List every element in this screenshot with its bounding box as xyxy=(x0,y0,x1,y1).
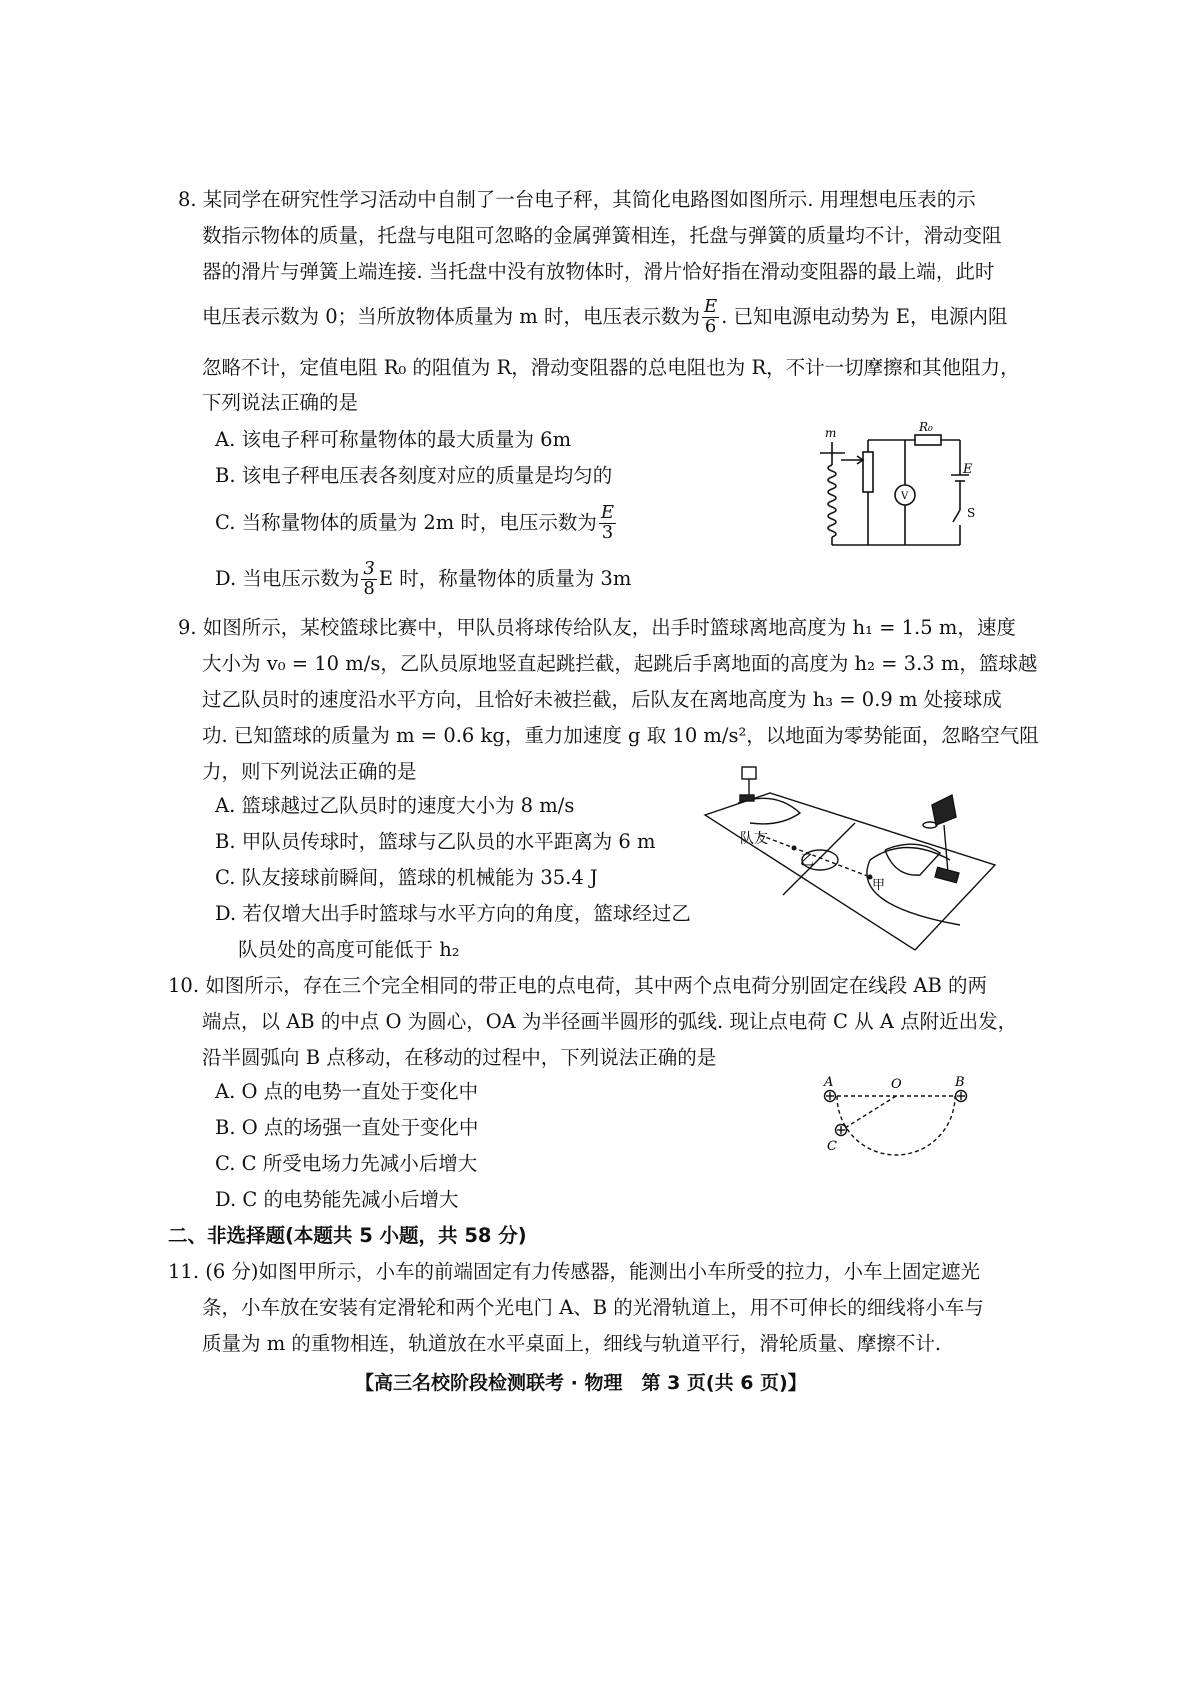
q8-option-d-text-b: E 时，称量物体的质量为 3m xyxy=(378,566,632,590)
q8-option-c xyxy=(215,504,618,543)
q9-line-3: 过乙队员时的速度沿水平方向，且恰好未被拦截，后队友在离地高度为 h₃ = 0.9 m 处接球成 xyxy=(202,688,1002,711)
page-footer: 【高三名校阶段检测联考 · 物理 第 3 页(共 6 页)】 xyxy=(355,1372,807,1394)
fraction-denominator: 8 xyxy=(363,577,375,599)
q9-option-a: A. 篮球越过乙队员时的速度大小为 8 m/s xyxy=(215,794,575,817)
q8-line-4 xyxy=(202,298,1007,337)
q10-line-3: 沿半圆弧向 B 点移动，在移动的过程中，下列说法正确的是 xyxy=(202,1046,717,1069)
q8-line-4-fraction xyxy=(702,298,719,337)
fraction-denominator: 3 xyxy=(601,521,614,543)
q9-fig-label-yi: 乙 xyxy=(800,853,814,869)
q8-line-1: 8. 某同学在研究性学习活动中自制了一台电子秤，其简化电路图如图所示. 用理想电压表的示 xyxy=(178,188,976,211)
q11-line-2: 条，小车放在安装有定滑轮和两个光电门 A、B 的光滑轨道上，用不可伸长的细线将小车与 xyxy=(202,1296,984,1319)
q8-line-4-text-a: 电压表示数为 0；当所放物体质量为 m 时，电压表示数为 xyxy=(202,304,700,328)
q8-line-4-text-b: . 已知电源电动势为 E，电源内阻 xyxy=(721,304,1008,328)
q9-fig-label-teammate: 队友 xyxy=(740,831,768,847)
q8-option-b: B. 该电子秤电压表各刻度对应的质量是均匀的 xyxy=(215,464,613,487)
q9-option-b: B. 甲队员传球时，篮球与乙队员的水平距离为 6 m xyxy=(215,830,656,853)
q8-fig-label-r0: R₀ xyxy=(919,420,933,434)
q8-line-6: 下列说法正确的是 xyxy=(202,391,359,414)
q8-option-a: A. 该电子秤可称量物体的最大质量为 6m xyxy=(215,428,572,451)
fraction-numerator: E xyxy=(704,296,718,317)
q8-option-c-fraction xyxy=(599,504,616,543)
q8-option-c-text: C. 当称量物体的质量为 2m 时，电压示数为 xyxy=(215,510,597,534)
q11-line-3: 质量为 m 的重物相连，轨道放在水平桌面上，细线与轨道平行，滑轮质量、摩擦不计. xyxy=(202,1332,942,1355)
q9-option-c: C. 队友接球前瞬间，篮球的机械能为 35.4 J xyxy=(215,866,598,889)
q10-option-d: D. C 的电势能先减小后增大 xyxy=(215,1188,459,1211)
q8-fig-label-m: m xyxy=(825,426,837,440)
q9-line-5: 力，则下列说法正确的是 xyxy=(202,760,417,783)
q8-option-d-fraction xyxy=(361,560,376,599)
section-2-heading: 二、非选择题(本题共 5 小题，共 58 分) xyxy=(168,1224,527,1247)
q10-fig-label-c: C xyxy=(827,1139,837,1154)
q11-line-1: 11. (6 分)如图甲所示，小车的前端固定有力传感器，能测出小车所受的拉力，小车上固定遮光 xyxy=(168,1260,981,1283)
q8-fig-label-s: S xyxy=(967,506,976,520)
q9-option-d-line-2: 队员处的高度可能低于 h₂ xyxy=(238,938,460,961)
q9-line-1: 9. 如图所示，某校篮球比赛中，甲队员将球传给队友，出手时篮球离地高度为 h₁ = 1.5 m，速度 xyxy=(178,616,1016,639)
q9-basketball-court-diagram xyxy=(700,765,1000,955)
q9-option-d-line-1: D. 若仅增大出手时篮球与水平方向的角度，篮球经过乙 xyxy=(215,902,691,925)
q10-fig-label-a: A xyxy=(824,1075,834,1090)
q10-fig-label-b: B xyxy=(955,1075,965,1090)
q10-option-b: B. O 点的场强一直处于变化中 xyxy=(215,1116,479,1139)
q9-line-4: 功. 已知篮球的质量为 m = 0.6 kg，重力加速度 g 取 10 m/s²，以地面为零势能面，忽略空气阻 xyxy=(202,724,1039,747)
voltmeter-icon: V xyxy=(901,491,909,502)
q10-charge-semicircle-diagram xyxy=(815,1070,975,1165)
q10-line-1: 10. 如图所示，存在三个完全相同的带正电的点电荷，其中两个点电荷分别固定在线段 AB 的两 xyxy=(168,974,988,997)
q10-fig-label-o: O xyxy=(891,1077,902,1092)
q8-option-d-text-a: D. 当电压示数为 xyxy=(215,566,360,590)
q10-option-c: C. C 所受电场力先减小后增大 xyxy=(215,1152,478,1175)
q10-line-2: 端点，以 AB 的中点 O 为圆心，OA 为半径画半圆形的弧线. 现让点电荷 C 从 A 点附近出发， xyxy=(202,1010,1018,1033)
fraction-denominator: 6 xyxy=(704,315,717,337)
q10-option-a: A. O 点的电势一直处于变化中 xyxy=(215,1080,479,1103)
q8-fig-label-e: E xyxy=(963,462,973,477)
q8-line-2: 数指示物体的质量，托盘与电阻可忽略的金属弹簧相连，托盘与弹簧的质量均不计，滑动变阻 xyxy=(202,224,1002,247)
q8-line-3: 器的滑片与弹簧上端连接. 当托盘中没有放物体时，滑片恰好指在滑动变阻器的最上端，此时 xyxy=(202,260,995,283)
fraction-numerator: E xyxy=(600,502,615,523)
q8-option-d xyxy=(215,560,631,599)
q8-line-5: 忽略不计，定值电阻 R₀ 的阻值为 R，滑动变阻器的总电阻也为 R，不计一切摩擦和其他阻力， xyxy=(202,356,1020,379)
fraction-numerator: 3 xyxy=(363,558,375,579)
q9-line-2: 大小为 v₀ = 10 m/s，乙队员原地竖直起跳拦截，起跳后手离地面的高度为 h₂ = 3.3 m，篮球越 xyxy=(202,652,1038,675)
q9-fig-label-jia: 甲 xyxy=(872,878,886,893)
q8-circuit-diagram xyxy=(815,420,980,555)
